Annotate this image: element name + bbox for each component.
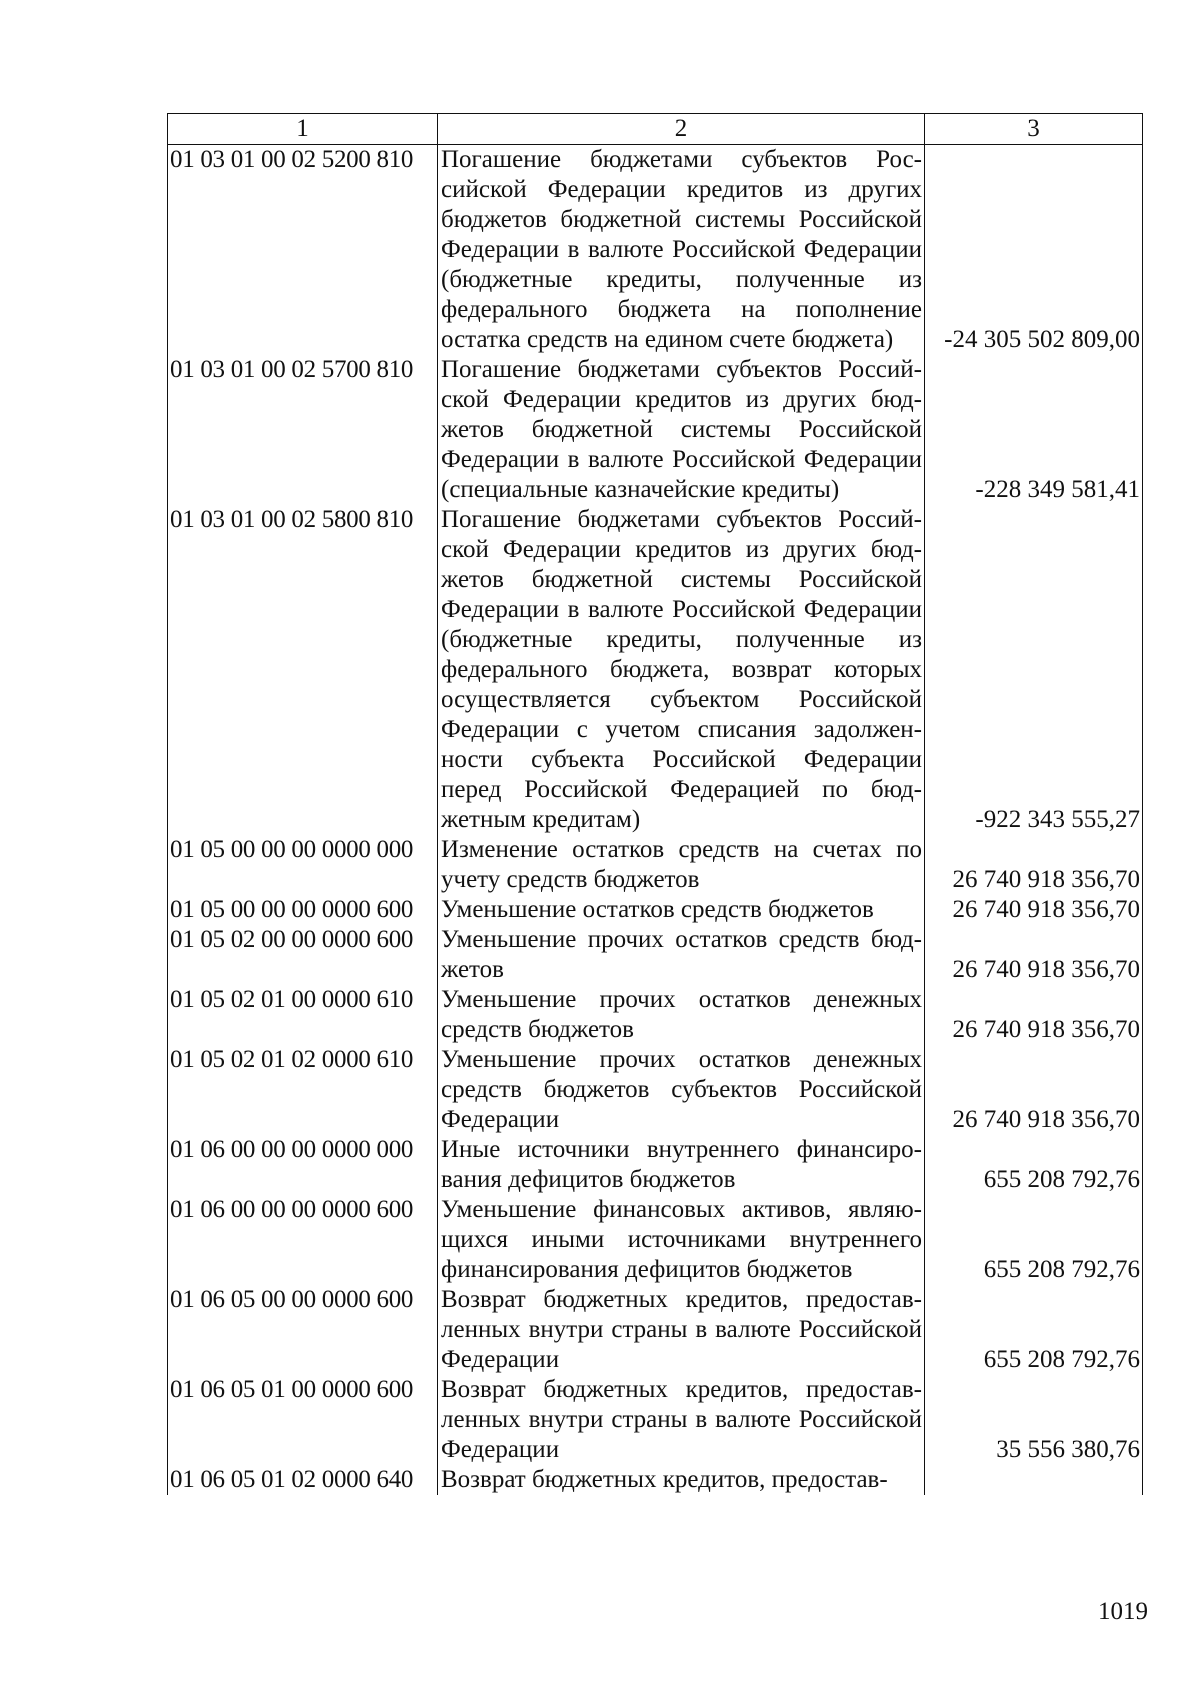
row-code: 01 06 00 00 00 0000 600 [168, 1195, 438, 1285]
row-amount: 35 556 380,76 [925, 1375, 1143, 1465]
row-amount: 655 208 792,76 [925, 1195, 1143, 1285]
table-row [168, 1195, 1143, 1285]
table-row [168, 355, 1143, 505]
table-row [168, 1465, 1143, 1495]
row-name: Погашение бюджетами субъектов Российской Федерации кредитов из других бюджетов бюджетной системы Российской Федерации в валюте Российской Федерации (бюджетные кредиты, полученные из федерального бюджета, возврат которых осуществляется субъектом Российской Федерации с учетом списания задолженности субъекта Российской Федерации перед Российской Федерацией по бюджетным кредитам) [438, 505, 925, 835]
row-amount: -24 305 502 809,00 [925, 145, 1143, 356]
row-code: 01 06 05 01 00 0000 600 [168, 1375, 438, 1465]
budget-sources-table [167, 113, 1143, 1495]
table-row [168, 1135, 1143, 1195]
row-amount: 26 740 918 356,70 [925, 1045, 1143, 1135]
table-row [168, 985, 1143, 1045]
row-code: 01 03 01 00 02 5700 810 [168, 355, 438, 505]
row-name: Уменьшение остатков средств бюджетов [438, 895, 925, 925]
row-code: 01 05 02 00 00 0000 600 [168, 925, 438, 985]
row-amount: 26 740 918 356,70 [925, 835, 1143, 895]
table-row [168, 1375, 1143, 1465]
row-code: 01 06 05 00 00 0000 600 [168, 1285, 438, 1375]
table-row [168, 835, 1143, 895]
row-code: 01 05 00 00 00 0000 600 [168, 895, 438, 925]
row-amount: 26 740 918 356,70 [925, 985, 1143, 1045]
row-name: Возврат бюджетных кредитов, предоставленных внутри страны в валюте Российской Федерации [438, 1285, 925, 1375]
table-row [168, 1045, 1143, 1135]
row-name: Уменьшение финансовых активов, являющихся иными источниками внутреннего финансирования дефицитов бюджетов [438, 1195, 925, 1285]
row-code: 01 03 01 00 02 5200 810 [168, 145, 438, 356]
column-header-amount: 3 [925, 114, 1143, 145]
row-name: Изменение остатков средств на счетах по учету средств бюджетов [438, 835, 925, 895]
row-code: 01 05 00 00 00 0000 000 [168, 835, 438, 895]
table-row [168, 925, 1143, 985]
row-name: Возврат бюджетных кредитов, предостав- [438, 1465, 925, 1495]
row-name: Уменьшение прочих остатков денежных средств бюджетов субъектов Российской Федерации [438, 1045, 925, 1135]
table-row [168, 145, 1143, 356]
row-code: 01 05 02 01 00 0000 610 [168, 985, 438, 1045]
table-row [168, 895, 1143, 925]
row-amount: -922 343 555,27 [925, 505, 1143, 835]
row-amount: 26 740 918 356,70 [925, 925, 1143, 985]
column-header-code: 1 [168, 114, 438, 145]
row-name: Погашение бюджетами субъектов Российской Федерации кредитов из других бюджетов бюджетной системы Российской Федерации в валюте Российской Федерации (специальные казначейские кредиты) [438, 355, 925, 505]
row-code: 01 03 01 00 02 5800 810 [168, 505, 438, 835]
table-row [168, 1285, 1143, 1375]
row-name: Погашение бюджетами субъектов Российской Федерации кредитов из других бюджетов бюджетной системы Российской Федерации в валюте Российской Федерации (бюджетные кредиты, полученные из федерального бюджета на пополнение остатка средств на едином счете бюджета) [438, 145, 925, 356]
row-amount: 655 208 792,76 [925, 1285, 1143, 1375]
row-name: Уменьшение прочих остатков средств бюджетов [438, 925, 925, 985]
row-code: 01 06 00 00 00 0000 000 [168, 1135, 438, 1195]
row-amount [925, 1465, 1143, 1495]
row-name: Возврат бюджетных кредитов, предоставленных внутри страны в валюте Российской Федерации [438, 1375, 925, 1465]
page-number: 1019 [1098, 1598, 1148, 1625]
row-name: Иные источники внутреннего финансирования дефицитов бюджетов [438, 1135, 925, 1195]
row-amount: 655 208 792,76 [925, 1135, 1143, 1195]
budget-sources-table-page [167, 113, 1142, 1495]
table-row [168, 505, 1143, 835]
table-header-row [168, 114, 1143, 145]
row-amount: -228 349 581,41 [925, 355, 1143, 505]
row-code: 01 05 02 01 02 0000 610 [168, 1045, 438, 1135]
row-amount: 26 740 918 356,70 [925, 895, 1143, 925]
row-name: Уменьшение прочих остатков денежных средств бюджетов [438, 985, 925, 1045]
row-code: 01 06 05 01 02 0000 640 [168, 1465, 438, 1495]
column-header-name: 2 [438, 114, 925, 145]
